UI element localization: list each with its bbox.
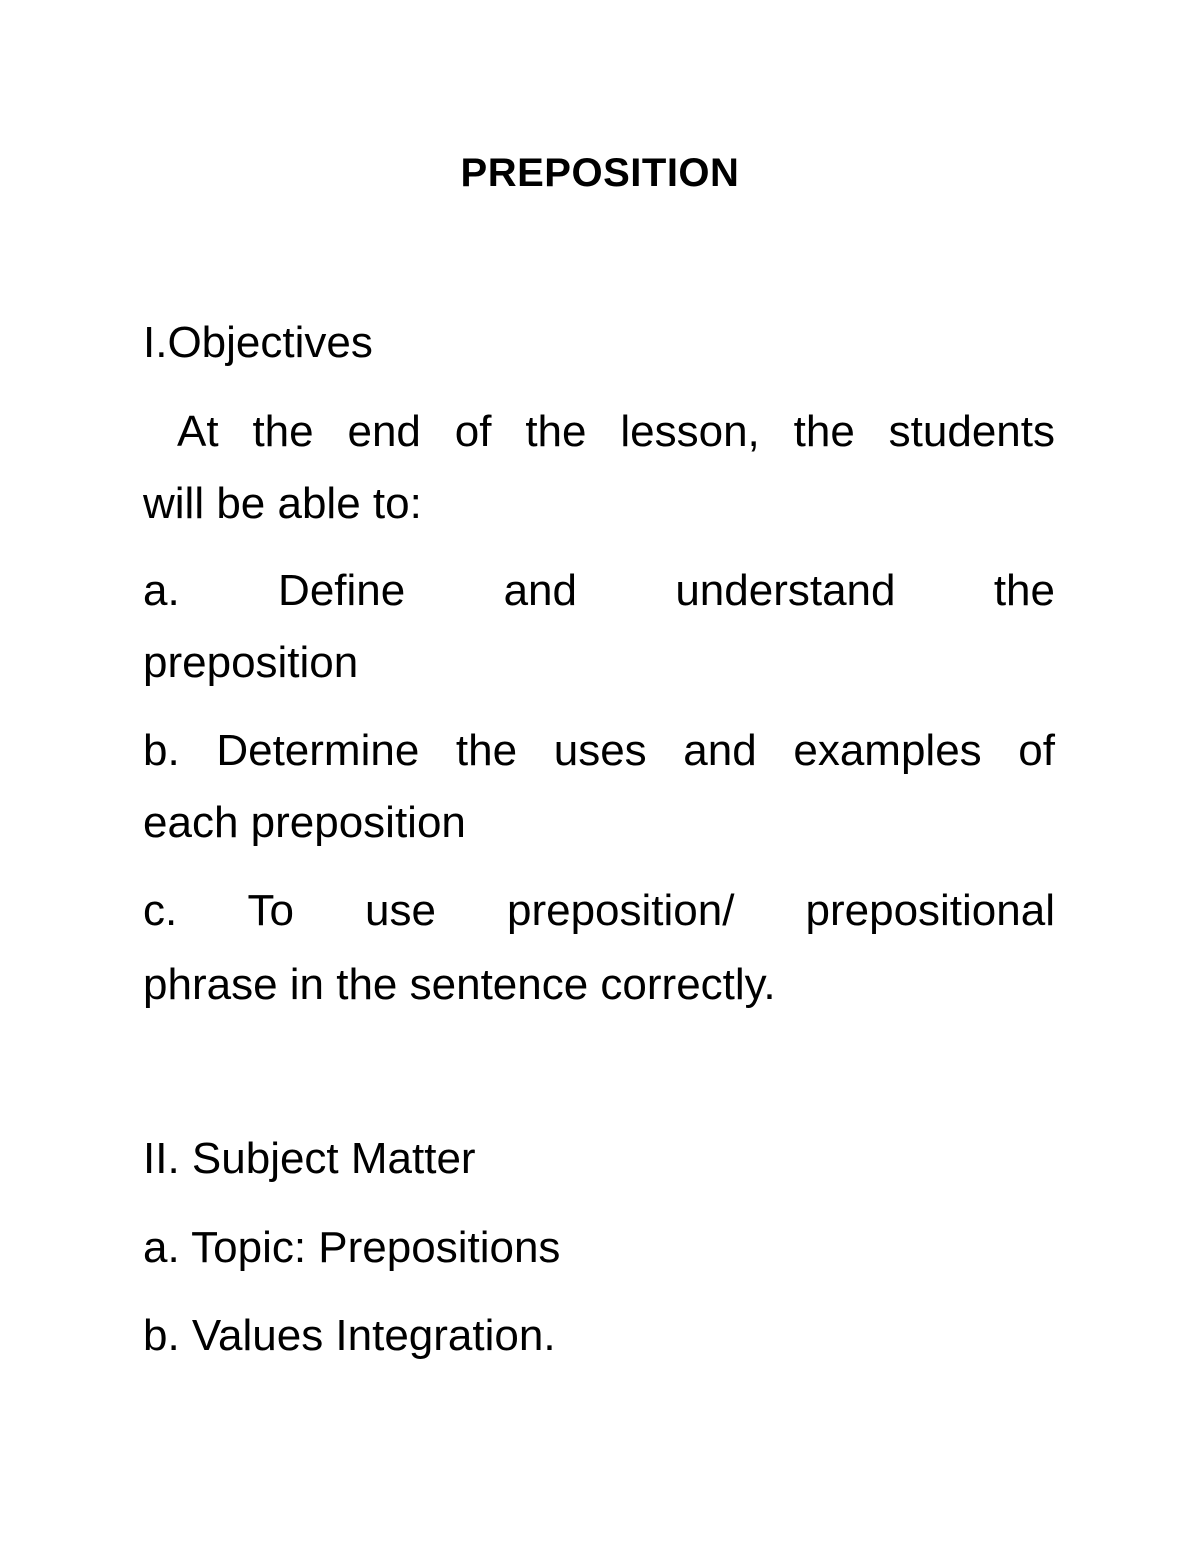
objective-b-line-1: b. Determine the uses and examples of bbox=[143, 726, 1055, 775]
subject-matter-values: b. Values Integration. bbox=[143, 1311, 556, 1360]
objective-c-line-1: c. To use preposition/ prepositional bbox=[143, 886, 1055, 935]
objectives-intro-line-2: will be able to: bbox=[143, 479, 422, 528]
objective-c-line-2: phrase in the sentence correctly. bbox=[143, 960, 776, 1009]
objective-a-line-1: a. Define and understand the bbox=[143, 566, 1055, 615]
objective-a-line-2: preposition bbox=[143, 638, 359, 687]
objective-b-line-2: each preposition bbox=[143, 798, 466, 847]
document-title: PREPOSITION bbox=[460, 151, 740, 195]
objectives-heading: I.Objectives bbox=[143, 318, 373, 367]
subject-matter-heading: II. Subject Matter bbox=[143, 1134, 476, 1183]
subject-matter-topic: a. Topic: Prepositions bbox=[143, 1223, 561, 1272]
objectives-intro-line-1: At the end of the lesson, the students bbox=[177, 407, 1055, 456]
